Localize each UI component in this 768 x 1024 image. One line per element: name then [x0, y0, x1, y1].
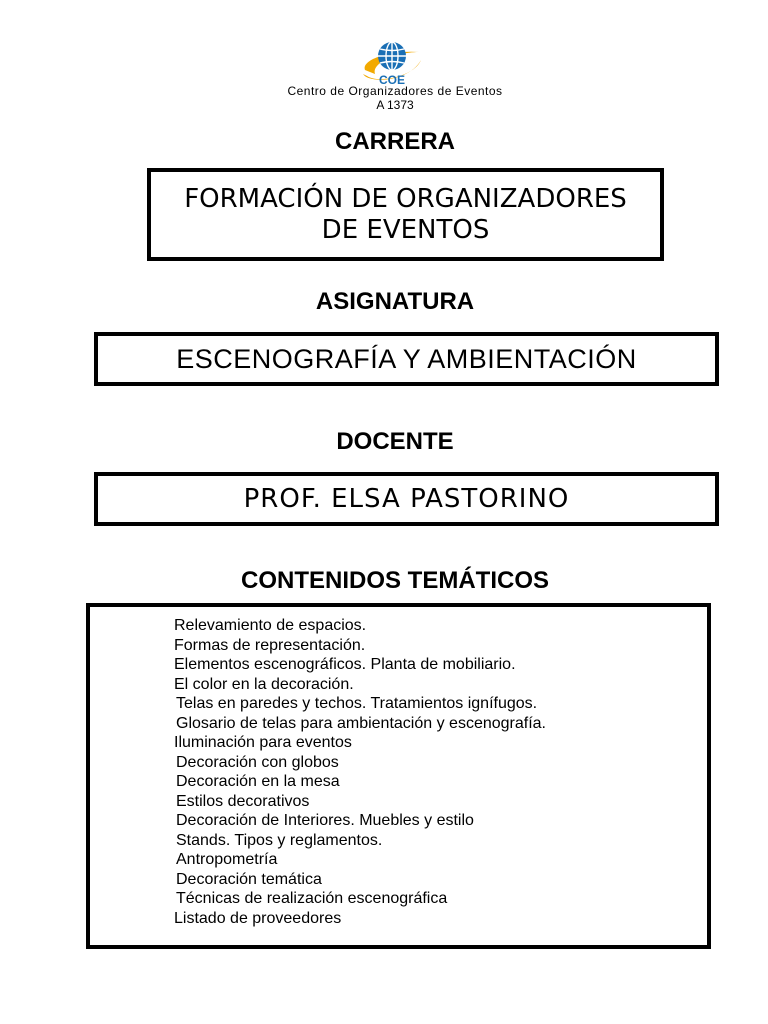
contenidos-heading: CONTENIDOS TEMÁTICOS [240, 567, 549, 594]
asignatura-heading: ASIGNATURA [315, 288, 475, 315]
carrera-value-line1: FORMACIÓN DE ORGANIZADORES [184, 183, 627, 214]
list-item: Estilos decorativos [176, 792, 310, 810]
docente-value: PROF. ELSA PASTORINO [243, 483, 570, 514]
contenidos-list [174, 616, 546, 928]
list-item: Antropometría [176, 851, 278, 868]
list-item: Decoración de Interiores. Muebles y estilo [176, 812, 474, 829]
list-item: Decoración en la mesa [176, 773, 340, 790]
list-item: Elementos escenográficos. Planta de mobiliario. [174, 656, 516, 673]
list-item: Formas de representación. [174, 636, 366, 654]
docente-heading: DOCENTE [336, 428, 454, 455]
contenidos-box [86, 603, 711, 949]
carrera-box [147, 168, 664, 261]
list-item: Relevamiento de espacios. [174, 617, 367, 634]
organization-name: Centro de Organizadores de Eventos [287, 84, 503, 98]
list-item: Iluminación para eventos [174, 734, 352, 751]
carrera-heading: CARRERA [335, 128, 455, 155]
list-item: Stands. Tipos y reglamentos. [176, 831, 383, 849]
docente-box [94, 472, 719, 526]
list-item: Decoración temática [176, 870, 322, 888]
coe-logo [359, 40, 425, 88]
list-item: El color en la decoración. [174, 675, 354, 693]
organization-code: A 1373 [376, 98, 414, 112]
asignatura-value: ESCENOGRAFÍA Y AMBIENTACIÓN [176, 343, 637, 374]
list-item: Listado de proveedores [174, 909, 342, 927]
list-item: Técnicas de realización escenográfica [176, 890, 448, 907]
carrera-value-line2: DE EVENTOS [321, 214, 490, 245]
logo-text: COE [378, 73, 406, 87]
list-item: Decoración con globos [176, 753, 339, 771]
list-item: Telas en paredes y techos. Tratamientos ignífugos. [176, 695, 538, 712]
carrera-value [184, 184, 627, 246]
list-item: Glosario de telas para ambientación y escenografía. [176, 714, 546, 732]
asignatura-box [94, 332, 719, 386]
